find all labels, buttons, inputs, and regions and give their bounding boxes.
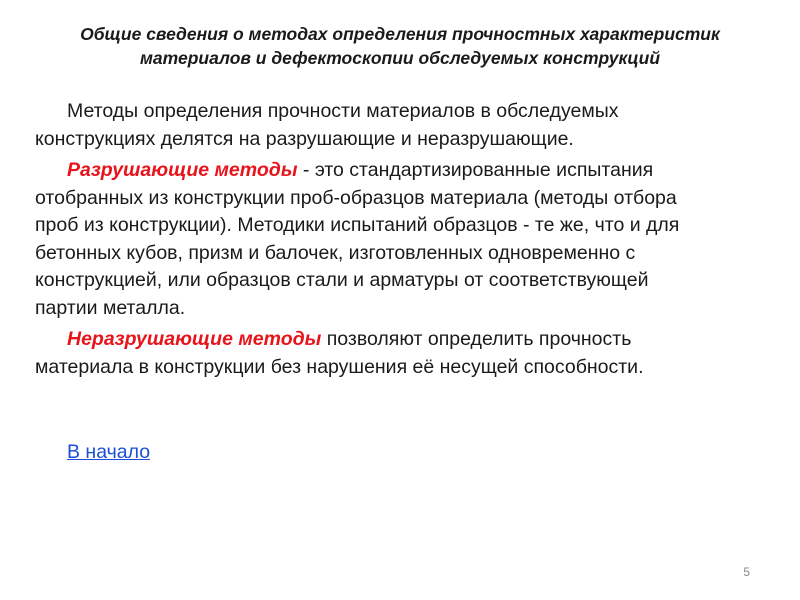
paragraph-text: позволяют определить прочность [321,328,632,350]
paragraph-line: партии металла. [35,296,186,319]
page-number: 5 [743,565,750,579]
paragraph-line [35,326,775,354]
paragraph-line: конструкциях делятся на разрушающие и неразрушающие. [35,127,574,150]
paragraph-line: материала в конструкции без нарушения её несущей способности. [35,355,644,378]
back-to-start-link[interactable]: В начало [67,441,151,463]
paragraph-text: - это стандартизированные испытания [297,159,654,181]
paragraph-line: бетонных кубов, призм и балочек, изготовленных одновременно с [35,241,636,264]
paragraph-destructive-methods [35,157,775,322]
paragraph-line: проб из конструкции). Методики испытаний образцов - те же, что и для [35,214,680,236]
paragraph-line: конструкцией, или образцов стали и арматуры от соответствующей [35,269,649,291]
paragraph-line [35,157,775,185]
slide-title-line-2: материалов и дефектоскопии обследуемых конструкций [139,48,661,68]
slide-title [30,22,770,70]
slide-title-line-1: Общие сведения о методах определения прочностных характеристик [80,24,720,44]
term-nondestructive-methods: Неразрушающие методы [67,328,322,350]
paragraph-nondestructive-methods [35,326,775,381]
paragraph-line: отобранных из конструкции проб-образцов материала (методы отбора [35,186,677,209]
slide-body [35,98,775,385]
paragraph-line: Методы определения прочности материалов в обследуемых [67,100,619,122]
paragraph-intro [35,98,775,153]
term-destructive-methods: Разрушающие методы [67,159,298,181]
